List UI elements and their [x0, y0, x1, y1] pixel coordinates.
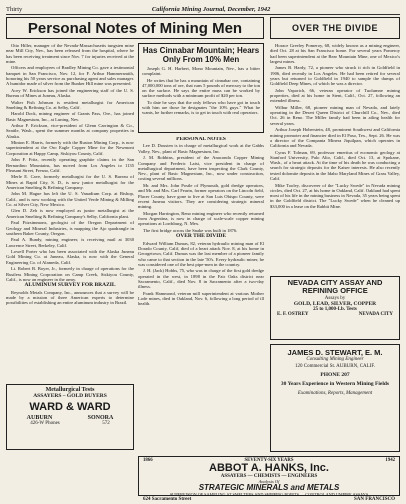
ad-abbot-hanks — [138, 456, 400, 502]
ad-line: Analysis Of — [258, 479, 280, 484]
ad-line: Consulting Mining Engineer — [306, 357, 364, 362]
paragraph: Mike Tooley, discoverer of the "Lucky Swede" in Nevada mining circles, died Oct. 27, at his home in Oakland, Calif. Oakland had spent most of his life in the mining business in Nevada, 35 years being spent in the Goldfield district. The "Lucky Swede" when he cleaned up $33,000 in a lease on the Rabbit Mine. — [270, 182, 400, 209]
ad-line: GOLD, LEAD, SILVER, COPPER — [293, 301, 377, 307]
paragraph: Arthur F. Erickson, vice-president of Glenn Carrington & Co., Seattle, Wash., spent the summer months at company properties in Alaska. — [6, 123, 134, 139]
column-middle — [138, 137, 264, 452]
ad-phone: 426-W Phones — [30, 421, 60, 426]
paragraph: Minton E. Harris, formerly with the Ruston Mining Corp., is now superintendent at the Oro Eagle Copper Mine for the Newmont Corporation at Happy Camp, Siskiyou County, Calif. — [6, 140, 134, 156]
ad-line: ASSAYERS — CHEMISTS — ENGINEERS — [220, 474, 318, 479]
paragraph: Merle E. Cave, formerly metallurgist for the U. S. Bureau of Mines at Rapid City, S. D., is now junior metallurgist for the American Smelting & Refining Company. — [6, 174, 134, 190]
page-label: Thirty — [6, 6, 23, 13]
cinnabar-title: Has Cinnabar Mountain; Hears Only From 10% Men — [142, 46, 260, 64]
ad-james-stewart — [270, 344, 400, 452]
ad-tagline: SEVENTY-SIX YEARS — [244, 458, 294, 463]
personal-notes-subtitle: PERSONAL NOTES — [176, 137, 226, 142]
ad-proprietor: E. F. OSTREY — [277, 312, 309, 317]
paragraph: To date he says that the only fellows who have got in touch with him are those he designates "the 10% guys." What he wants, he further remarks, is to get in touch with real operators. — [142, 99, 260, 116]
paragraph: John Vaporich, 66, veteran operator of Tuolumne mining properties, died at his home in Stent, Calif., Oct. 27, following an extended illness. — [270, 87, 400, 104]
ad-line: Examinations, Reports, Management — [297, 390, 373, 396]
ad-phone: 572 — [102, 421, 110, 426]
publication-title: California Mining Journal, December, 1942 — [151, 6, 271, 13]
ad-year: 1942 — [385, 458, 395, 463]
ad-company-name: ABBOT A. HANKS, Inc. — [209, 462, 329, 474]
paragraph: J. M. Robbins, president of the Anaconda Copper Mining Company and Frederic Laist, vice president in charge of metallurgical department, have been inspecting the Clark County, Nev., plant of Basic Magnesium, Inc., now under construction, costing several millions. — [138, 155, 264, 182]
paragraph: Lt. Robert B. Boyer, Jr., formerly in charge of operations for the Rustless Mining Corporation on Camp Creek, Siskiyou County, Calif., is now an engineer in the army. — [6, 266, 134, 282]
aluminum-survey-title: ALUMINUM SURVEY FOR BRAZIL — [24, 282, 116, 289]
column-personal-notes — [6, 43, 134, 380]
paragraph: James B. Hardy, 72, a pioneer who struck it rich in Goldfield in 1906, died recently in Los Angeles. He had been retired for several years but returned to Goldfield in 1940 to sample the dumps of Goldfield Deep Mines, of which he was a director. — [270, 65, 400, 87]
page-header — [6, 4, 400, 15]
paragraph: Walter Fish Johnson is resident metallurgist for American Smelting & Refining Co. at Selby, Calif. — [6, 99, 134, 110]
paragraph: Frank Hammond, veteran mill superintendent at various Mother Lode mines, died in Oakland, Nov. 6, following a long period of ill health. — [138, 290, 264, 307]
paragraph: Arthur Joseph Hoberstein, 48, prominent Southwest and California mining promoter and financier died in El Paso, Tex., Sept. 26. He was a director of the Compania Minera Jiquilpan, which operates in California and Nevada. — [270, 127, 400, 149]
paragraph: Lowell Porter who has been associated with the Alaska Juneau Gold Mining Co. at Juneau, Alaska, is now with the General Engineering Co. of Alameda, Calif. — [6, 249, 134, 265]
paragraph: John F. Fritz, recently operating graphite claims in the San Bernardino Mountains, has moved from Los Angeles to 1135 Pleasant Street, Fresno, Calif. — [6, 157, 134, 173]
paragraph: Harold Dock, mining engineer of Grants Pass, Ore., has joined Basic Magnesium, Inc., at Luning, Nev. — [6, 111, 134, 122]
ad-city: SONORA — [87, 415, 114, 421]
ad-headline: STRATEGIC MINERALS and METALS — [198, 483, 340, 492]
ad-line: SUPERVISION OF SAMPLING AT SMELTERS AND SHIPPING POINTS — CONTROL AND UMPIRE ASSAYS — [169, 492, 369, 497]
ad-address: 120 Commercial St. AUBURN, CALIF. — [294, 364, 376, 369]
paragraph: He writes that he has a mountain of cinnabar ore, containing 47,000,000 tons of ore, that runs 5 pounds of mercury to the ton on the surface. He says the entire mass can be worked by surface methods with a minimum profit of $20 per ton. — [142, 77, 260, 99]
paragraph: Officers and employees of Bradley Mining Co. gave a testimonial banquet in San Francisco, Nov. 12, for F. Arthur Hammersmith, honoring his 50 years service as purchasing agent and sales manager. A humidor made of silver from the Bunker Hill mine was presented. — [6, 65, 134, 87]
paragraph: Glen D. Zeh is now employed as junior metallurgist at the American Smelting & Refining Company's Selby, California plant. — [6, 208, 134, 219]
paragraph: Wilbur Miller, 68, pioneer mining man of Nevada, and lately operating in the Desert Queen District of Churchill Co., Nev., died Oct. 26 in Reno. The Miller family had been in ailing health for several years. — [270, 104, 400, 126]
paragraph: Cyrus F. Tolman, 69, professor emeritus of economic geology at Stanford University, Palo Alto, Calif., died Oct. 13, at Spokane, Wash., of a heart attack. At the time of his death he was conducting a search for strategic deposits for the Kaiser interests. He also recently tested dolomite deposits in the Idaho Maryland Mines of Grass Valley, Calif. — [270, 149, 400, 182]
ad-nevada-city-assay — [270, 276, 400, 340]
paragraph: Horace Greeley Pomeroy, 68, widely known as a mining engineer, died Oct. 28 at his San Francisco home. For several years Pomeroy had been superintendent at the Bear Mountain Mine, one of Mexico's largest mines. — [270, 43, 400, 64]
cinnabar-box — [138, 43, 264, 133]
over-the-divide-subtitle: OVER THE DIVIDE — [175, 233, 227, 240]
ad-ward-and-ward — [6, 384, 134, 450]
ad-line: 30 Years Experience in Western Mining Fields — [280, 381, 390, 387]
paragraph: Lee D. Dousten is in charge of metallurgical work at the Gabbs Valley, Nev., plant of Basic Magnesium, Inc. — [138, 143, 264, 154]
ad-city: SAN FRANCISCO — [354, 497, 395, 502]
paragraph: Joseph G. H. Harbert, Mono Mountain, Nev., has a bitter complaint. — [142, 66, 260, 77]
ad-line: ASSAYERS – GOLD BUYERS — [33, 393, 107, 399]
paragraph: Paul A. Bundy, mining engineer, is receiving mail at 3030 Lawrence Street, Berkeley, Calif. — [6, 237, 134, 248]
ad-company-name: WARD & WARD — [29, 401, 111, 413]
magazine-page — [6, 4, 400, 502]
ad-line: 25 to 1,000-Lb. Tests — [313, 307, 357, 312]
over-the-divide-title: OVER THE DIVIDE — [270, 17, 400, 39]
ad-city: AUBURN — [26, 415, 53, 421]
ad-city: NEVADA CITY — [358, 312, 393, 317]
ad-address: 624 Sacramento Street — [143, 497, 192, 502]
paragraph: Acey W. Erickson has joined the engineering staff of the U. S. Bureau of Mines at Juneau, Alaska. — [6, 87, 134, 99]
column-obituaries — [270, 43, 400, 273]
paragraph: J. H. (Jack) Hobbs, 75, who was in charge of the first gold dredge operated in the west, in 1898 in the Fair Oaks district near Sacramento, Calif., died Nov. 8 in Sacramento after a two-day illness. — [138, 268, 264, 290]
paragraph: Morgan Harrington, Reno mining engineer who recently returned from Argentina, is now in charge of scale-scale copper mining operations at Lordsburg, N. Mex. — [138, 210, 264, 227]
ad-line: Assays by — [324, 296, 346, 301]
paragraph: Otto Hiller, manager of the Nevada-Massachusetts tungsten mine near Mill City, Nev., has been released from the hospital, where he has been receiving treatment since Nov. 7 for injuries received at the mine. — [6, 43, 134, 64]
ad-footer — [273, 312, 397, 317]
ad-year: 1866 — [143, 458, 153, 463]
main-title: Personal Notes of Mining Men — [6, 17, 264, 39]
ad-phone: PHONE 207 — [320, 372, 350, 378]
ad-company-name: JAMES D. STEWART, E. M. — [287, 348, 383, 357]
paragraph: The first bridge across the Snake was built in 1876. — [143, 227, 238, 233]
paragraph: John M. Hague has left the U. S. Vanadium Corp. at Bishop, Calif., and is now working with the United Verde Mining & Milling Co. at Silver City, New Mexico. — [6, 191, 134, 207]
ad-line: Metallurgical Tests — [45, 387, 95, 393]
paragraph: Reynolds Metals Company, Inc., announces that a survey will be made by a mission of three American experts to determine possibilities of establishing an entire aluminum industry in Brazil. — [6, 289, 134, 306]
ad-phones — [9, 421, 131, 426]
paragraph: Paul Fitzsimmons, geologist of the Oregon Department of Geology and Mineral Industries, is mapping the Ajo quadrangle in southern Baker County, Oregon. — [6, 220, 134, 236]
paragraph: Mr. and Mrs. John Postle of Plymouth, gold dredge operators, and Mr. and Mrs. Carl Fearin, former operators on the Lincoln field, Placer County, have gone to live at San Luis Obispo County, were recent Juneau visitors. They are considering strategic mineral mining. — [138, 182, 264, 210]
ad-company-name: NEVADA CITY ASSAY AND REFINING OFFICE — [287, 278, 383, 295]
paragraph: Edward William Dumas, 82, veteran hydraulic mining man of El Dorado County, Calif, died of a heart attack Nov. 8, at his home in Georgetown, Calif. Dumas was the last member of a pioneer family who came to that section in the late '50's. Every hydraulic miner, he was considered one of the best pipe-men in the country. — [138, 240, 264, 267]
